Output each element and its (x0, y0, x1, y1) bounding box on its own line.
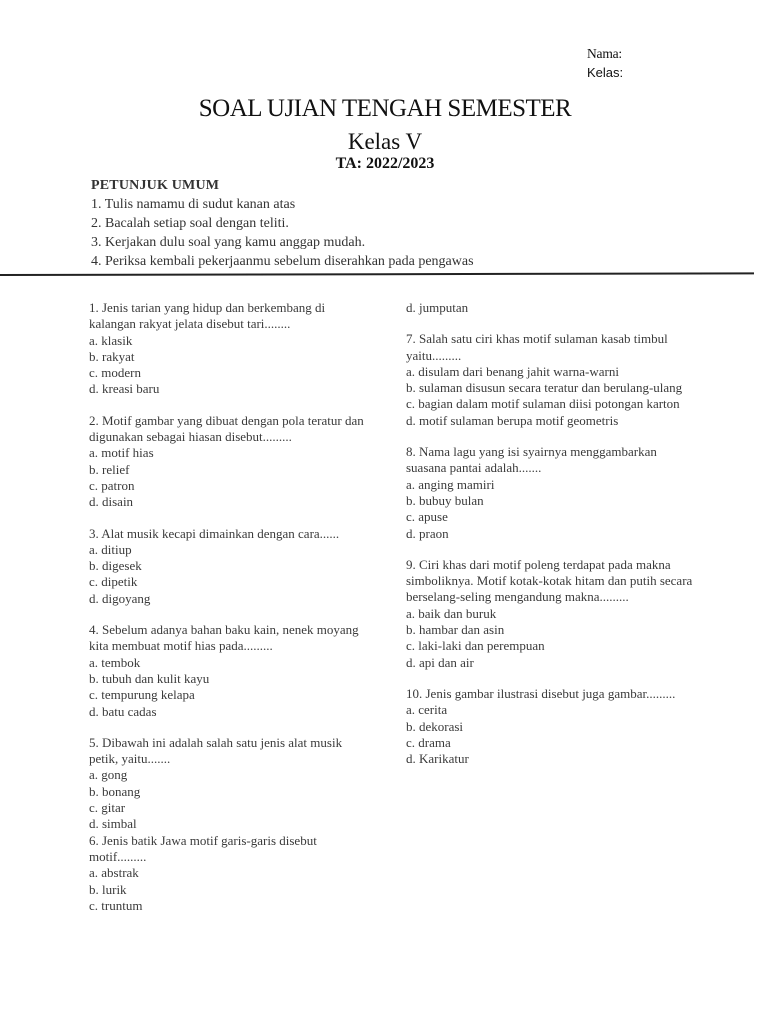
option: b. hambar dan asin (406, 622, 505, 638)
school-year: TA: 2022/2023 (335, 155, 435, 172)
question-3 (89, 526, 371, 607)
option: b. lurik (89, 881, 127, 897)
option: d. Karikatur (406, 751, 469, 767)
question-text: 7. Salah satu ciri khas motif sulaman kasab timbul yaitu......... (406, 331, 668, 363)
question-text: 9. Ciri khas dari motif poleng terdapat pada makna simboliknya. Motif kotak-kotak hitam dan putih secara berselang-seling mengandung makna......... (406, 556, 693, 605)
nama-label: Nama: (587, 46, 622, 61)
question-7 (406, 331, 696, 429)
question-8 (406, 444, 696, 542)
option: a. baik dan buruk (406, 605, 497, 621)
option: a. abstrak (89, 865, 139, 881)
question-text: 10. Jenis gambar ilustrasi disebut juga gambar......... (406, 685, 676, 701)
question-text: 3. Alat musik kecapi dimainkan dengan cara...... (89, 525, 340, 541)
option: d. batu cadas (89, 703, 157, 719)
instructions-heading: PETUNJUK UMUM (91, 178, 220, 193)
instruction-item: 1. Tulis namamu di sudut kanan atas (91, 197, 296, 212)
option: a. klasik (89, 332, 133, 348)
option: c. gitar (89, 800, 126, 816)
option: c. truntum (89, 897, 143, 913)
divider-line (0, 272, 754, 276)
option: c. dipetik (89, 574, 138, 590)
option: a. disulam dari benang jahit warna-warni (406, 363, 619, 379)
question-text: 1. Jenis tarian yang hidup dan berkembang di kalangan rakyat jelata disebut tari........ (89, 300, 326, 332)
question-9 (406, 557, 696, 671)
question-6-continued (406, 300, 696, 316)
option: d. motif sulaman berupa motif geometris (406, 412, 619, 428)
question-4 (89, 622, 371, 720)
question-column-right (406, 300, 696, 782)
option: b. bonang (89, 783, 141, 799)
option: c. patron (89, 477, 135, 493)
option: b. relief (89, 461, 130, 477)
instructions (91, 176, 474, 271)
kelas-label: Kelas: (587, 65, 624, 80)
option: d. jumputan (406, 300, 469, 315)
instruction-item: 2. Bacalah setiap soal dengan teliti. (91, 216, 289, 231)
exam-title: SOAL UJIAN TENGAH SEMESTER (198, 95, 572, 122)
option: a. ditiup (89, 541, 132, 557)
option: d. api dan air (406, 654, 474, 670)
option: d. praon (406, 525, 449, 541)
option: c. apuse (406, 509, 448, 525)
option: d. disain (89, 494, 134, 510)
option: d. kreasi baru (89, 381, 160, 397)
question-6 (89, 833, 371, 914)
option: c. tempurung kelapa (89, 687, 195, 703)
question-1 (89, 300, 371, 398)
class-title: Kelas V (347, 129, 423, 154)
option: d. simbal (89, 816, 137, 832)
instruction-item: 4. Periksa kembali pekerjaanmu sebelum diserahkan pada pengawas (91, 254, 474, 269)
option: b. sulaman disusun secara teratur dan berulang-ulang (406, 380, 683, 396)
option: a. motif hias (89, 445, 154, 461)
option: b. rakyat (89, 348, 135, 364)
option: b. tubuh dan kulit kayu (89, 670, 210, 686)
option: a. anging mamiri (406, 476, 495, 492)
option: c. laki-laki dan perempuan (406, 638, 545, 654)
question-text: 8. Nama lagu yang isi syairnya menggambarkan suasana pantai adalah....... (406, 444, 657, 476)
option: a. gong (89, 767, 128, 783)
question-text: 4. Sebelum adanya bahan baku kain, nenek moyang kita membuat motif hias pada......... (89, 622, 359, 654)
question-text: 2. Motif gambar yang dibuat dengan pola teratur dan digunakan sebagai hiasan disebut......... (89, 412, 364, 445)
question-2 (89, 413, 371, 511)
option: a. cerita (406, 702, 448, 718)
option: c. drama (406, 734, 451, 750)
option: b. bubuy bulan (406, 492, 484, 508)
option: c. modern (89, 365, 141, 381)
option: c. bagian dalam motif sulaman diisi potongan karton (406, 396, 680, 412)
option: d. digoyang (89, 590, 151, 606)
question-5 (89, 735, 371, 833)
instruction-item: 3. Kerjakan dulu soal yang kamu anggap mudah. (91, 235, 366, 250)
question-text: 6. Jenis batik Jawa motif garis-garis disebut motif......... (89, 832, 317, 864)
question-text: 5. Dibawah ini adalah salah satu jenis alat musik petik, yaitu....... (89, 734, 343, 767)
question-column-left (89, 300, 371, 914)
option: a. tembok (89, 654, 141, 670)
option: b. digesek (89, 558, 142, 574)
option: b. dekorasi (406, 718, 464, 734)
question-10 (406, 686, 696, 767)
